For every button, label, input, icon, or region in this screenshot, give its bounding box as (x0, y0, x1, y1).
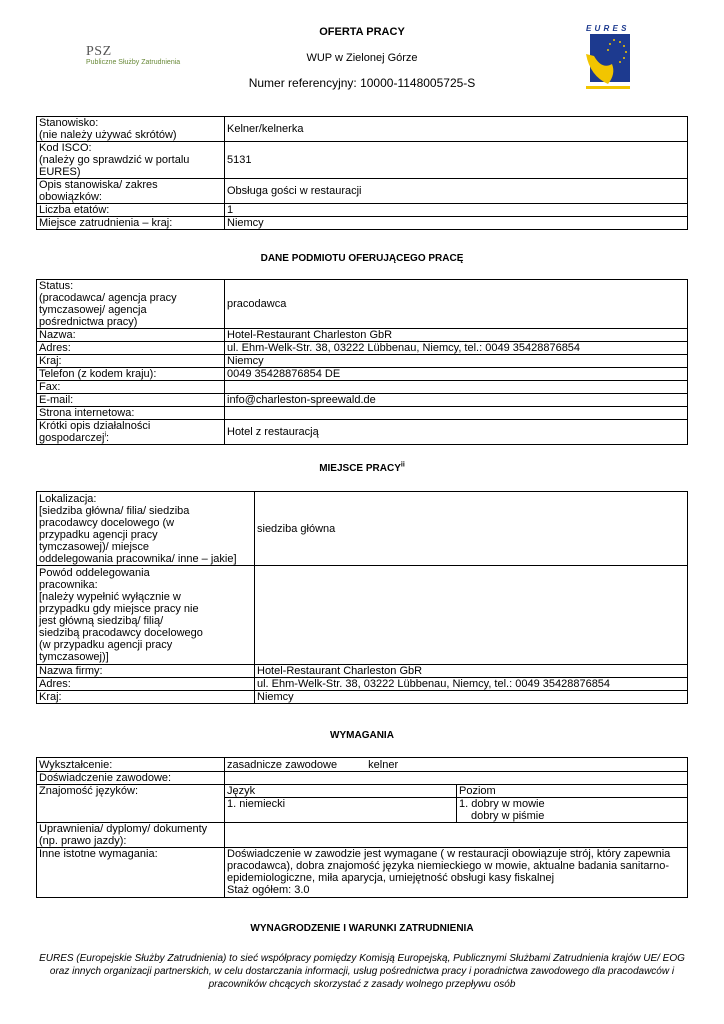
row-label (37, 848, 225, 898)
row-label (37, 823, 225, 848)
row-value (255, 691, 688, 704)
row-label (37, 758, 225, 772)
label-text: Powód oddelegowania pracownika: [należy wypełnić wyłącznie w przypadku gdy miejsce pracy nie jest główną siedzibą/ filią/ siedzibą pracodawcy docelowego (w przypadku agencji pracy tymczasowej)] (39, 567, 203, 663)
lang-level-cell (457, 798, 688, 823)
table-row (37, 329, 688, 342)
row-value (255, 492, 688, 566)
office-name: WUP w Zielonej Górze (306, 52, 418, 64)
value-text: pracodawca (227, 298, 287, 310)
psz-logo-subtext: Publiczne Służby Zatrudnienia (86, 59, 181, 66)
label-text: Miejsce zatrudnienia – kraj: (39, 217, 173, 229)
value-text: Doświadczenie w zawodzie jest wymagane ( w restauracji obowiązuje strój, który zapewnia pracodawca), dobra znajomość języka niemieckiego w mowie, aktualne badania sanitarno- epidemiologiczne, miła aparycja, umiejętność obsługi kasy fiskalnej Staż ogółem: 3.0 (227, 848, 671, 896)
row-label (37, 217, 225, 230)
lang-header-level (457, 785, 688, 798)
row-value (225, 179, 688, 204)
row-value (225, 142, 688, 179)
row-label (37, 566, 255, 665)
row-value (225, 394, 688, 407)
label-text: Adres: (39, 678, 71, 690)
row-value (225, 204, 688, 217)
lang-header-language (225, 785, 457, 798)
table-row (37, 492, 688, 566)
label-text: Lokalizacja: [siedziba główna/ filia/ siedziba pracodawcy docelowego (w przypadku agencji pracy tymczasowej)/ miejsce oddelegowania pracownika/ inne – jakie] (39, 492, 237, 565)
row-value (225, 117, 688, 142)
row-value (225, 381, 688, 394)
row-label (37, 142, 225, 179)
label-text: Stanowisko: (nie należy używać skrótów) (39, 117, 177, 141)
row-value (225, 342, 688, 355)
label-text: E-mail: (39, 394, 74, 406)
label-text: Nazwa: (39, 329, 76, 341)
table-row (37, 142, 688, 179)
label-text: Znajomość języków: (39, 785, 139, 797)
row-value (225, 758, 688, 772)
table-row (37, 848, 688, 898)
psz-logo-text: PSZ (86, 44, 112, 59)
value-text: ul. Ehm-Welk-Str. 38, 03222 Lübbenau, Niemcy, tel.: 0049 35428876854 (227, 342, 581, 354)
label-text: Kraj: (39, 691, 62, 703)
row-label (37, 342, 225, 355)
value-text: 1 (227, 204, 234, 216)
row-value (225, 848, 688, 898)
value-text: Hotel z restauracją (227, 426, 319, 438)
label-text: Fax: (39, 381, 61, 393)
table-row (37, 342, 688, 355)
label-text: Wykształcenie: (39, 758, 113, 771)
row-value (225, 368, 688, 381)
table-row (37, 665, 688, 678)
row-value (255, 678, 688, 691)
row-label (37, 678, 255, 691)
table-row (37, 758, 688, 772)
label-text: Kod ISCO: (należy go sprawdzić w portalu EURES) (39, 142, 190, 178)
row-label (37, 691, 255, 704)
eures-logo-text: E U R E S (586, 24, 627, 33)
table-row (37, 355, 688, 368)
footnote-mark: ii (400, 461, 405, 469)
employer-table (36, 279, 688, 445)
document-title: OFERTA PRACY (319, 26, 405, 38)
value-text: ul. Ehm-Welk-Str. 38, 03222 Lübbenau, Niemcy, tel.: 0049 35428876854 (257, 678, 611, 690)
row-label (37, 492, 255, 566)
label-text: Strona internetowa: (39, 407, 135, 419)
salary-section-title: WYNAGRODZENIE I WARUNKI ZATRUDNIENIA (250, 923, 474, 934)
value-text: Niemcy (257, 691, 294, 703)
education-value: zasadnicze zawodowe (227, 758, 338, 771)
requirements-section-title: WYMAGANIA (330, 730, 394, 741)
table-row (37, 566, 688, 665)
row-value (225, 280, 688, 329)
employer-section-title: DANE PODMIOTU OFERUJĄCEGO PRACĘ (260, 253, 464, 264)
label-tail: : (106, 432, 110, 444)
table-row (37, 785, 688, 798)
footnote-mark: i (104, 431, 106, 439)
table-row (37, 772, 688, 785)
table-row (37, 280, 688, 329)
value-text: Hotel-Restaurant Charleston GbR (227, 329, 393, 341)
table-row (37, 381, 688, 394)
label-text: Doświadczenie zawodowe: (39, 772, 172, 784)
value-text: Obsługa gości w restauracji (227, 185, 362, 197)
workplace-section-title (0, 463, 724, 474)
row-label (37, 204, 225, 217)
label-text: Adres: (39, 342, 71, 354)
workplace-table (36, 491, 688, 704)
row-label (37, 394, 225, 407)
label-text: Inne istotne wymagania: (39, 848, 158, 860)
value-text: Kelner/kelnerka (227, 123, 304, 135)
language-name: 1. niemiecki (227, 798, 286, 810)
table-row (37, 217, 688, 230)
row-label (37, 772, 225, 785)
row-value (255, 566, 688, 665)
row-label (37, 280, 225, 329)
footer-text: EURES (Europejskie Służby Zatrudnienia) to sieć współpracy pomiędzy Komisją Europejską, Publicznymi Służbami Zatrudnienia krajów UE/ EOG oraz innych organizacji partnerskich, w celu dostarczania informacji, usług pośrednictwa pracy i poradnictwa zawodowego dla pracodawców i pracowników chcących skorzystać z zasady wolnego przepływu osób (39, 953, 685, 990)
value-text: 5131 (227, 154, 252, 166)
table-row (37, 420, 688, 445)
language-level-speech: 1. dobry w mowie (459, 798, 545, 810)
row-label (37, 117, 225, 142)
row-value (225, 823, 688, 848)
requirements-table (36, 757, 688, 898)
value-text: siedziba główna (257, 522, 336, 535)
table-row (37, 117, 688, 142)
label-text: Kraj: (39, 355, 62, 367)
reference-number: Numer referencyjny: 10000-1148005725-S (248, 76, 476, 90)
label-text: Uprawnienia/ dyplomy/ dokumenty (np. prawo jazdy): (39, 823, 208, 847)
row-label (37, 329, 225, 342)
row-label (37, 179, 225, 204)
table-row (37, 179, 688, 204)
row-value (225, 420, 688, 445)
row-value (255, 665, 688, 678)
language-level-writing: dobry w piśmie (471, 810, 545, 822)
value-text: Hotel-Restaurant Charleston GbR (257, 665, 423, 677)
row-label (37, 407, 225, 420)
label-text: Telefon (z kodem kraju): (39, 368, 157, 380)
label-text: Opis stanowiska/ zakres obowiązków: (39, 179, 158, 203)
header-text: Język (227, 785, 256, 797)
workplace-title-text: MIEJSCE PRACY (319, 463, 401, 474)
table-row (37, 823, 688, 848)
table-row (37, 407, 688, 420)
label-text: Status: (pracodawca/ agencja pracy tymczasowej/ agencja pośrednictwa pracy) (39, 280, 177, 328)
lang-name-cell (225, 798, 457, 823)
value-text: info@charleston-spreewald.de (227, 394, 376, 406)
table-row (37, 204, 688, 217)
education-profession: kelner (368, 758, 399, 771)
header-text: Poziom (459, 785, 496, 797)
row-value (225, 217, 688, 230)
row-label (37, 785, 225, 823)
table-row (37, 678, 688, 691)
row-label (37, 368, 225, 381)
label-text: Nazwa firmy: (39, 665, 103, 677)
table-row (37, 691, 688, 704)
table-row (37, 368, 688, 381)
row-value (225, 355, 688, 368)
table-row (37, 394, 688, 407)
value-text: Niemcy (227, 217, 264, 229)
value-text: Niemcy (227, 355, 264, 367)
row-label (37, 665, 255, 678)
footer-note (30, 952, 694, 991)
value-text: 0049 35428876854 DE (227, 368, 341, 380)
row-value (225, 772, 688, 785)
row-label (37, 420, 225, 445)
row-value (225, 407, 688, 420)
row-label (37, 381, 225, 394)
label-text: Liczba etatów: (39, 204, 110, 216)
position-table (36, 116, 688, 230)
label-text: Krótki opis działalności gospodarczej (39, 420, 151, 444)
row-label (37, 355, 225, 368)
row-value (225, 329, 688, 342)
